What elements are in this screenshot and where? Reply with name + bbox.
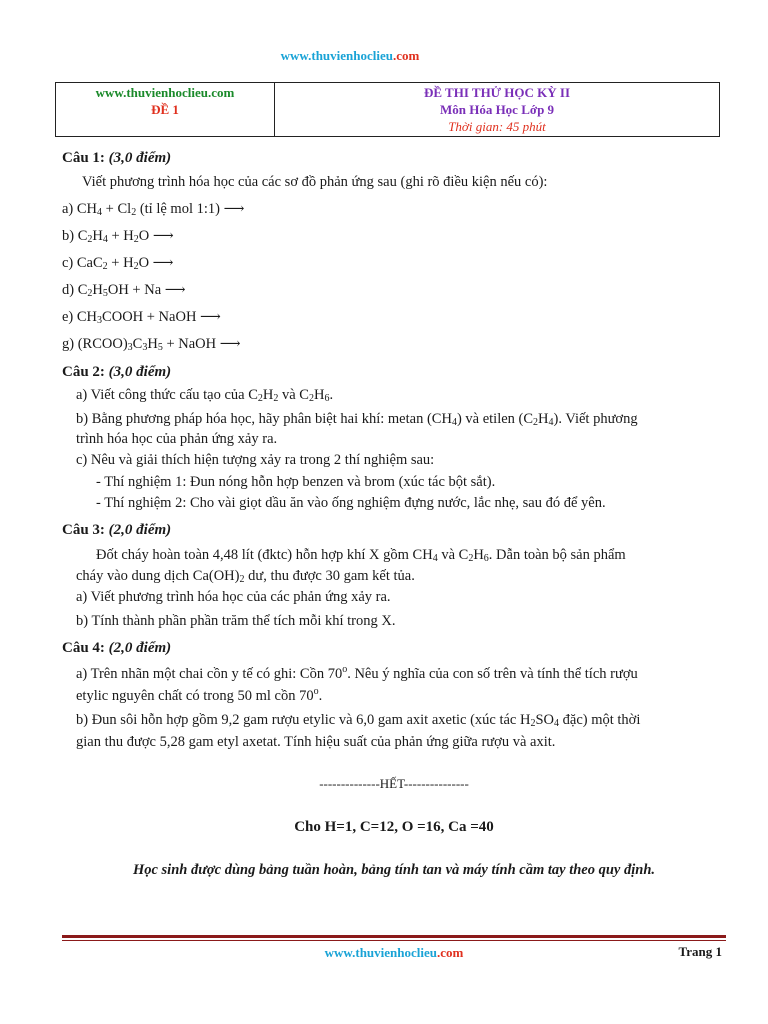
website-tld: .com <box>392 48 420 63</box>
q4-item-b-line1: b) Đun sôi hỗn hợp gồm 9,2 gam rượu etylic và 6,0 gam axit axetic (xúc tác $H_2SO_4$ đặc) một thời <box>76 712 641 729</box>
q4-item-a-line1: a) Trên nhãn một chai cồn y tế có ghi: Cồn 70$^o$. Nêu ý nghĩa của con số trên và tính thể tích rượu <box>76 664 638 682</box>
q1-item-a: a) $CH_4 + Cl_2$ (tỉ lệ mol 1:1) ⟶ <box>62 201 245 218</box>
website-name: thuvienhoclieu <box>311 48 393 63</box>
question-1-intro: Viết phương trình hóa học của các sơ đồ phản ứng sau (ghi rõ điều kiện nếu có): <box>82 174 548 190</box>
q2-item-b-line1: b) Bằng phương pháp hóa học, hãy phân biệt hai khí: metan $(CH_4)$ và etilen $(C_2H_4)$. Viết phương <box>76 411 638 428</box>
q1-item-d: d) $C_2H_5OH + Na$ ⟶ <box>62 282 186 299</box>
q3-paragraph-line2: cháy vào dung dịch $Ca(OH)_2$ dư, thu được 30 gam kết tủa. <box>76 568 415 585</box>
footer-website-link[interactable]: www.thuvienhoclieu.com <box>324 945 464 960</box>
question-2-points: (3,0 điểm) <box>108 364 172 380</box>
q2-item-c: c) Nêu và giải thích hiện tượng xảy ra trong 2 thí nghiệm sau: <box>76 452 435 468</box>
q2-item-b-line2: trình hóa học của phản ứng xảy ra. <box>76 431 278 447</box>
q4-item-b-line2: gian thu được 5,28 gam etyl axetat. Tính hiệu suất của phản ứng giữa rượu và axit. <box>76 734 556 750</box>
header-left-site[interactable]: www.thuvienhoclieu.com <box>95 85 235 100</box>
q1-item-e: e) $CH_3COOH$ + NaOH ⟶ <box>62 309 221 326</box>
question-4-points: (2,0 điểm) <box>108 640 172 656</box>
q1-item-b: b) $C_2H_4 + H_2O$ ⟶ <box>62 228 174 245</box>
q3-item-b: b) Tính thành phần phần trăm thể tích mỗi khí trong X. <box>76 613 396 629</box>
q1-item-g: g) $(RCOO)_3C_3H_5$ + NaOH ⟶ <box>62 336 241 353</box>
question-1-title <box>62 150 171 167</box>
exam-code: ĐỀ 1 <box>151 102 179 117</box>
q2-item-a: a) Viết công thức cấu tạo của $C_2H_2$ và $C_2H_6$. <box>76 387 334 404</box>
header-left-cell <box>56 83 275 137</box>
question-4-title <box>62 640 171 657</box>
question-3-label: Câu 3: <box>62 522 105 538</box>
q3-paragraph-line1: Đốt cháy hoàn toàn 4,48 lít (đktc) hỗn hợp khí X gồm $CH_4$ và $C_2H_6$. Dẫn toàn bộ sản phẩm <box>96 547 626 564</box>
question-3-points: (2,0 điểm) <box>108 522 172 538</box>
atomic-mass-data: Cho H=1, C=12, O =16, Ca =40 <box>294 819 494 835</box>
question-1-points: (3,0 điểm) <box>108 150 172 166</box>
q2-experiment-2: - Thí nghiệm 2: Cho vài giọt dầu ăn vào ống nghiệm đựng nước, lắc nhẹ, sau đó để yên. <box>96 495 606 511</box>
website-prefix: www. <box>280 48 312 63</box>
header-right-cell <box>275 83 720 137</box>
exam-header-table <box>55 82 720 137</box>
question-4-label: Câu 4: <box>62 640 105 656</box>
page-number: Trang 1 <box>678 944 722 959</box>
exam-title: ĐỀ THI THỬ HỌC KỲ II <box>423 85 571 100</box>
q2-experiment-1: - Thí nghiệm 1: Đun nóng hỗn hợp benzen và brom (xúc tác bột sắt). <box>96 474 496 490</box>
question-3-title <box>62 522 171 539</box>
question-2-label: Câu 2: <box>62 364 105 380</box>
question-1-label: Câu 1: <box>62 150 105 166</box>
end-marker: --------------HẾT--------------- <box>319 776 469 791</box>
header-website-link[interactable] <box>0 48 700 64</box>
q1-item-c: c) $CaC_2 + H_2O$ ⟶ <box>62 255 174 272</box>
exam-time: Thời gian: 45 phút <box>448 119 546 134</box>
footer-divider-thin <box>62 940 726 941</box>
q3-item-a: a) Viết phương trình hóa học của các phản ứng xảy ra. <box>76 589 391 605</box>
student-note: Học sinh được dùng bảng tuần hoàn, bảng tính tan và máy tính cầm tay theo quy định. <box>132 862 656 878</box>
question-2-title <box>62 364 171 381</box>
exam-subject: Môn Hóa Học Lớp 9 <box>439 102 555 117</box>
q4-item-a-line2: etylic nguyên chất có trong 50 ml cồn 70$^o$. <box>76 686 323 704</box>
footer-divider-thick <box>62 935 726 938</box>
